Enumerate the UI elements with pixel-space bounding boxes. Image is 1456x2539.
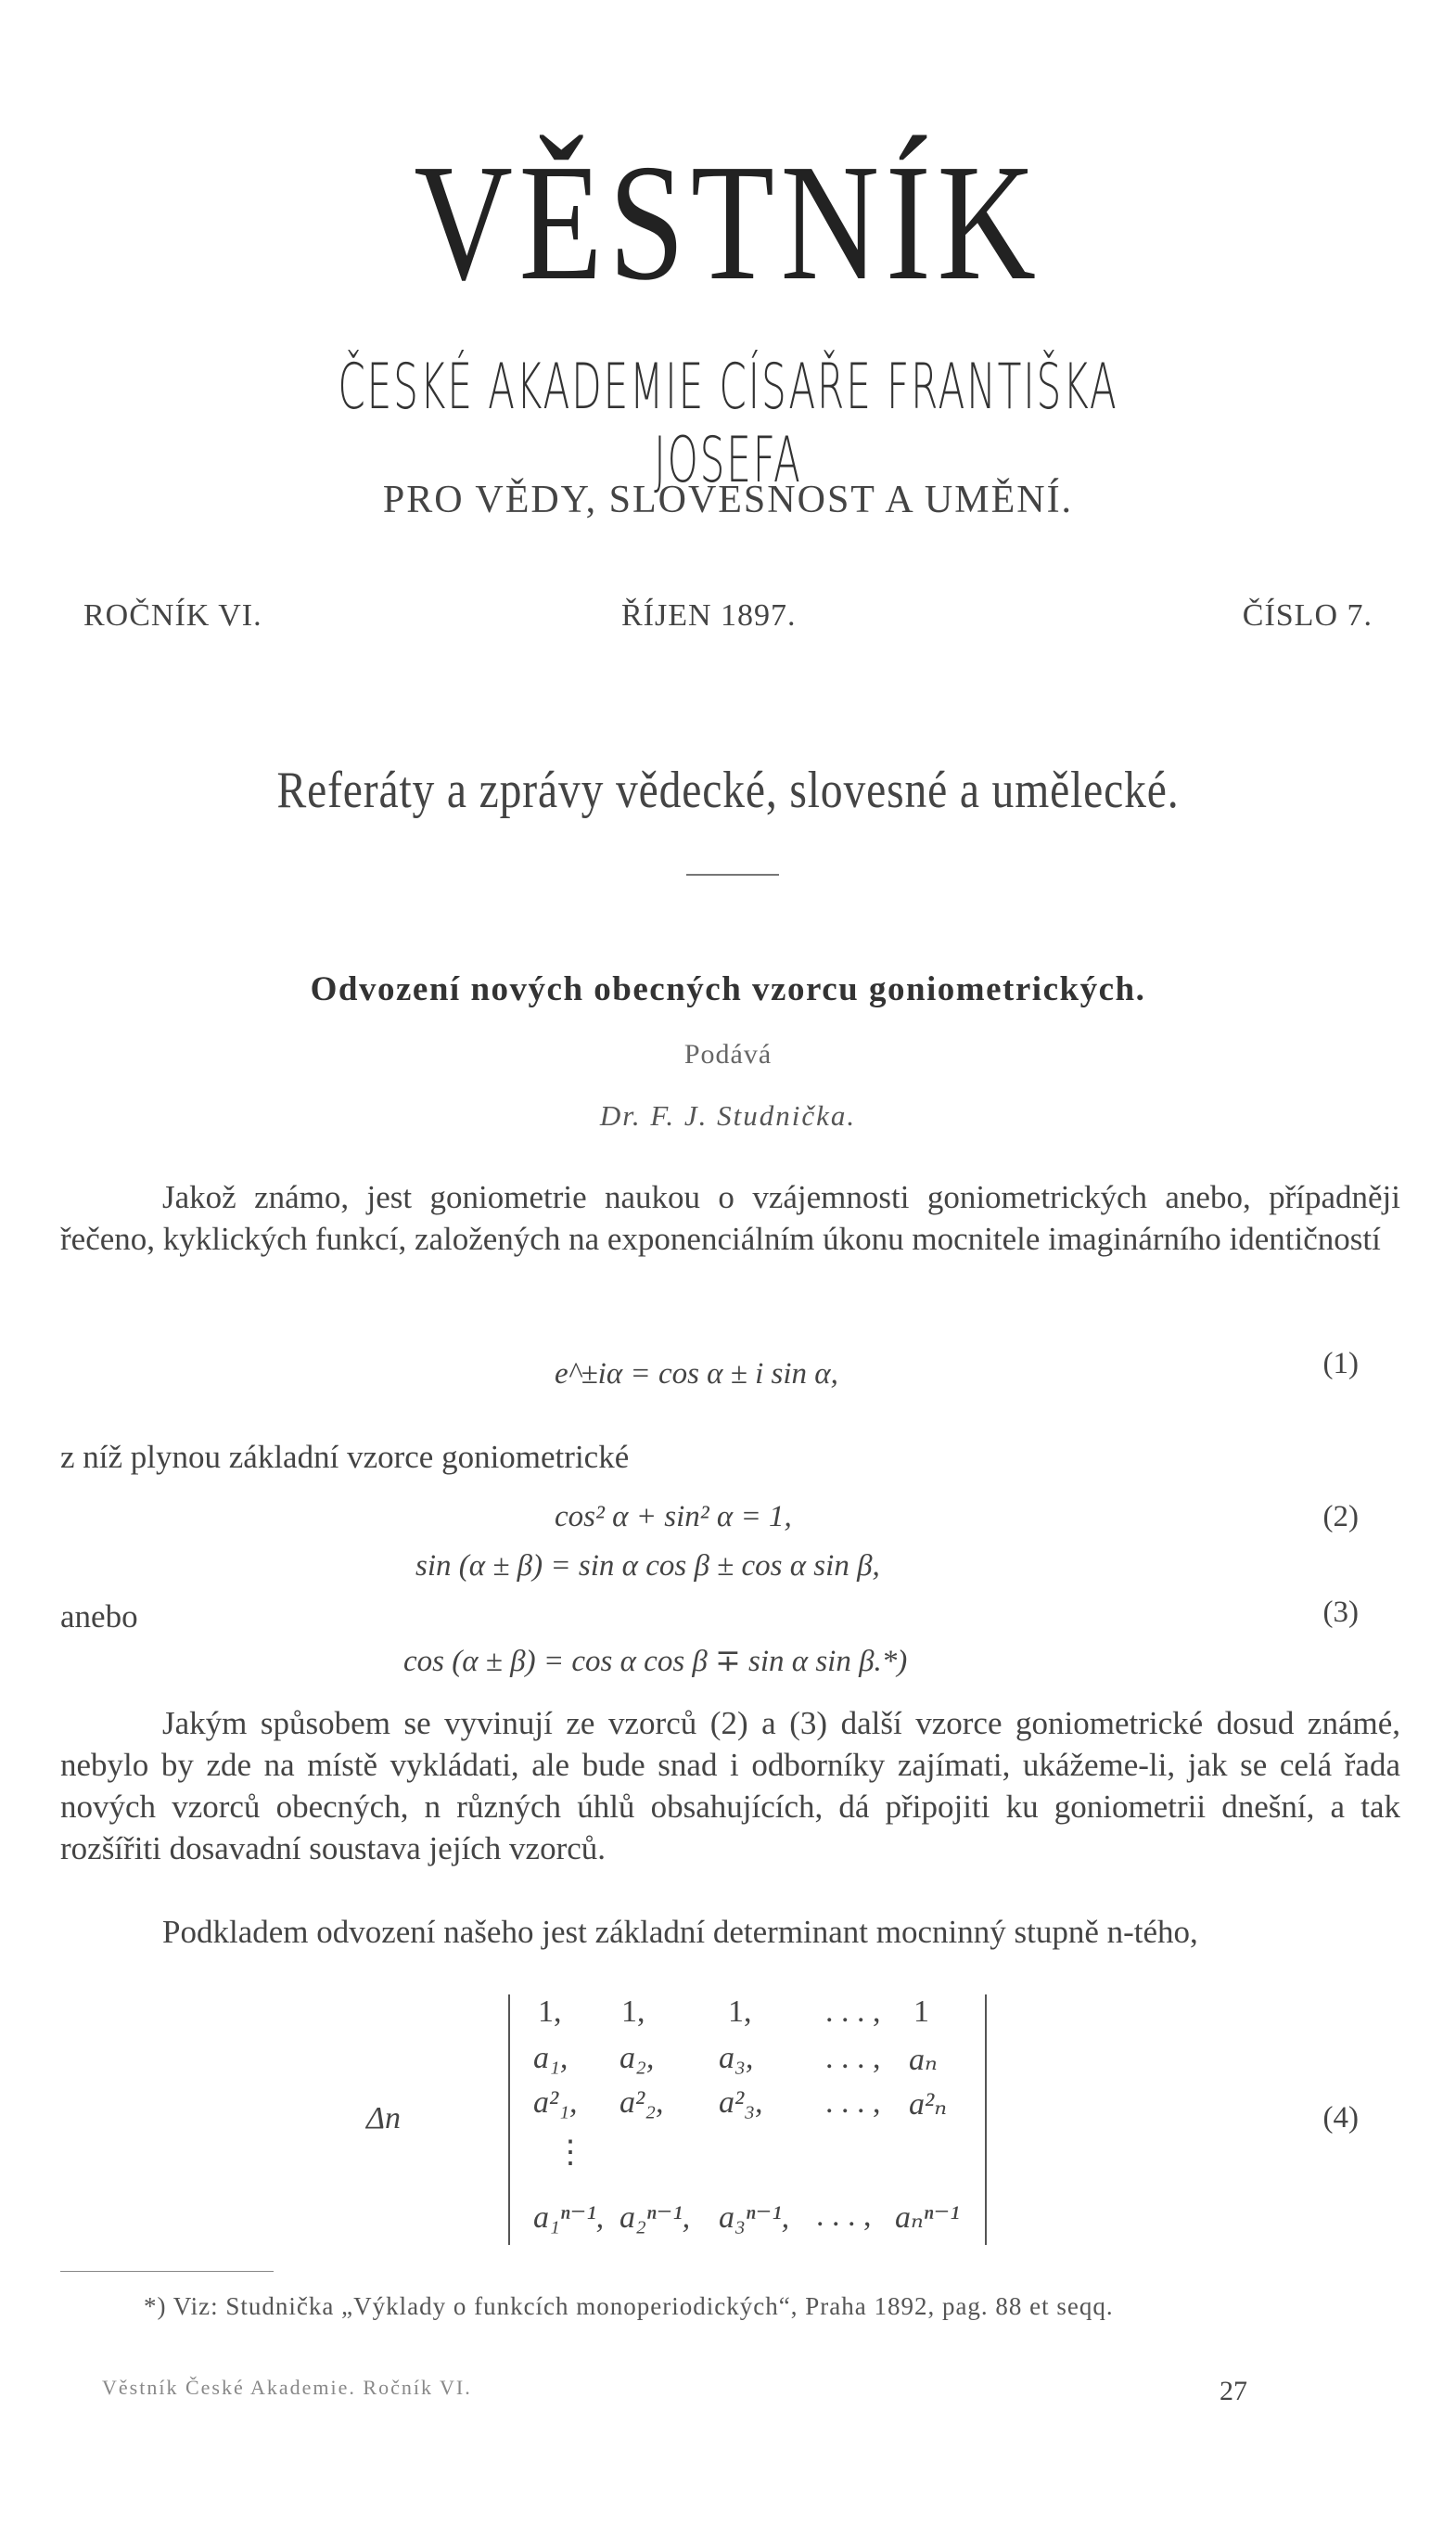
running-footer: Věstník České Akademie. Ročník VI. [102,2376,472,2399]
det-cell: 1 [913,1994,929,2029]
det-vdots: ⋮ [555,2135,586,2170]
equation-3-number: (3) [1322,1596,1359,1629]
det-cell: a₂ⁿ⁻¹, [619,2200,691,2235]
section-title: Referáty a zprávy vědecké, slovesné a umělecké. [276,762,1180,819]
section-divider [686,874,779,876]
det-cell: aₙ [909,2043,938,2077]
det-cell: a²ₙ [909,2087,947,2122]
article-author: Dr. F. J. Studnička. [599,1099,857,1132]
footnote-text: *) Viz: Studnička „Výklady o funkcích monoperiodických“, Praha 1892, pag. 88 et seqq. [144,2292,1114,2320]
equation-3-word: anebo [60,1598,138,1635]
page-number: 27 [1220,2376,1247,2406]
det-cell: 1, [621,1994,645,2029]
det-cell: 1, [538,1994,562,2029]
paragraph-intro-text: Jakož známo, jest goniometrie naukou o vzájemnosti goniometrických anebo, případněji řečeno, kyklických funkcí, založených na exponenciálním úkonu mocnitele imaginárního identičností [60,1179,1400,1257]
det-cell: . . . , [816,2199,872,2233]
issue-date: ŘÍJEN 1897. [621,598,797,633]
issue-number: ČÍSLO 7. [1242,598,1373,633]
paragraph-main-text: Jakým spůsobem se vyvinují ze vzorců (2) a (3) další vzorce goniometrické dosud známé, nebylo by zde na místě vykládati, ale bude snad i odborníky zajímati, ukážeme-li, jak se celá řada nových vzorců obecných, n různých úhlů obsahujících, dá připojiti ku goniometrii dnešní, a tak rozšířiti dosavadní soustava jejích vzorců. [60,1705,1400,1866]
det-cell: . . . , [825,2041,881,2075]
equation-1-number: (1) [1322,1347,1359,1380]
det-cell: a₁, [533,2041,568,2075]
paragraph-main [60,1702,1400,1869]
det-cell: a₁ⁿ⁻¹, [533,2200,605,2235]
determinant-label: Δn [366,2101,401,2135]
journal-title: VĚSTNÍK [414,130,1042,314]
paragraph-lead-eq2: z níž plynou základní vzorce goniometrické [60,1439,630,1475]
det-cell: a²₁, [533,2085,578,2120]
journal-subtitle: ČESKÉ AKADEMIE CÍSAŘE FRANTIŠKA JOSEFA [338,351,1118,497]
paragraph-determinant [60,1911,1400,1953]
equation-2-number: (2) [1322,1500,1359,1533]
determinant-right-bar [985,1994,987,2245]
determinant-left-bar [508,1994,510,2245]
equation-2: cos² α + sin² α = 1, [555,1500,792,1533]
det-cell: a₂, [619,2041,655,2075]
equation-1: e^±iα = cos α ± i sin α, [555,1357,838,1391]
volume-label: ROČNÍK VI. [83,598,262,633]
determinant-number: (4) [1322,2101,1359,2135]
det-cell: . . . , [825,1994,881,2029]
footnote-rule [60,2271,274,2272]
det-cell: aₙⁿ⁻¹ [895,2200,960,2235]
det-cell: a₃ⁿ⁻¹, [719,2200,790,2235]
journal-subtitle-2: PRO VĚDY, SLOVESNOST A UMĚNÍ. [382,479,1074,521]
equation-3b: cos (α ± β) = cos α cos β ∓ sin α sin β.*) [403,1645,908,1678]
paragraph-intro [60,1176,1400,1260]
det-cell: a²₂, [619,2085,664,2120]
det-cell: a²₃, [719,2085,763,2120]
det-cell: . . . , [825,2085,881,2120]
equation-3a: sin (α ± β) = sin α cos β ± cos α sin β, [415,1549,880,1583]
paragraph-determinant-text: Podkladem odvození našeho jest základní determinant mocninný stupně n-tého, [162,1914,1198,1950]
article-title: Odvození nových obecných vzorcu goniometrických. [310,970,1146,1008]
footnote [60,2289,1400,2323]
article-byline: Podává [683,1039,773,1070]
det-cell: 1, [728,1994,752,2029]
det-cell: a₃, [719,2041,754,2075]
